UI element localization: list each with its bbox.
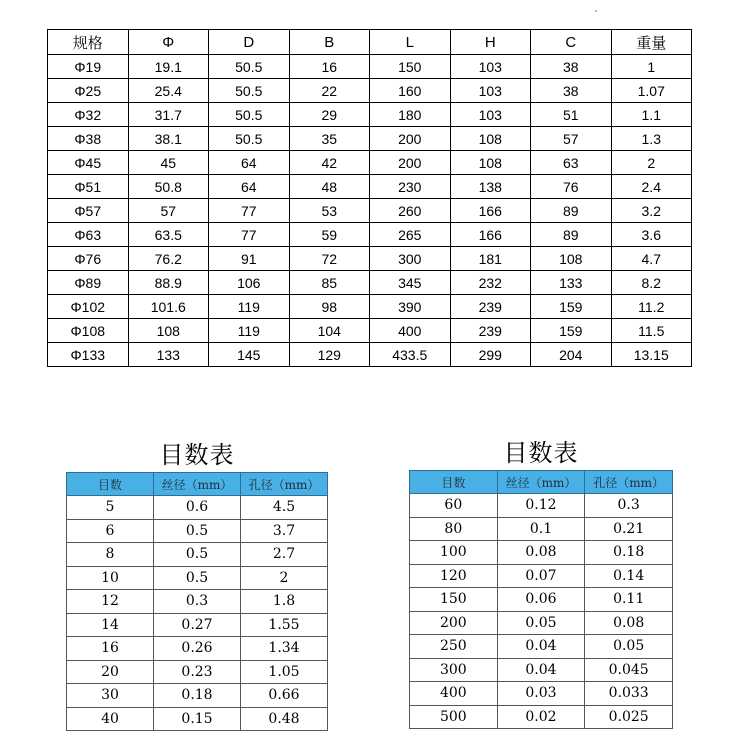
table-cell: 180 bbox=[370, 103, 451, 127]
table-cell: 12 bbox=[67, 590, 154, 614]
table-row bbox=[67, 613, 328, 637]
table-row bbox=[410, 541, 673, 565]
table-cell: 0.6 bbox=[154, 496, 241, 520]
table-cell: 500 bbox=[410, 705, 498, 729]
table-cell: 239 bbox=[450, 319, 531, 343]
table-cell: 1.55 bbox=[241, 613, 328, 637]
speck bbox=[595, 10, 597, 12]
table-cell: 1.07 bbox=[611, 79, 692, 103]
table-cell: 0.025 bbox=[585, 705, 673, 729]
table-row bbox=[48, 271, 692, 295]
table-cell: 2 bbox=[611, 151, 692, 175]
table-cell: 103 bbox=[450, 79, 531, 103]
table-cell: 0.21 bbox=[585, 517, 673, 541]
table-cell: 159 bbox=[531, 295, 612, 319]
table-cell: 0.12 bbox=[497, 494, 585, 518]
column-header: B bbox=[289, 30, 370, 55]
column-header: L bbox=[370, 30, 451, 55]
table-cell: Φ57 bbox=[48, 199, 129, 223]
table-row bbox=[48, 247, 692, 271]
table-cell: 77 bbox=[209, 223, 290, 247]
column-header: 孔径（mm） bbox=[585, 471, 673, 494]
table-cell: 1.05 bbox=[241, 660, 328, 684]
table-cell: 0.3 bbox=[585, 494, 673, 518]
table-cell: 0.66 bbox=[241, 684, 328, 708]
column-header: 规格 bbox=[48, 30, 129, 55]
table-cell: 204 bbox=[531, 343, 612, 367]
table-cell: 0.23 bbox=[154, 660, 241, 684]
table-cell: Φ76 bbox=[48, 247, 129, 271]
table-cell: 260 bbox=[370, 199, 451, 223]
table-cell: 38 bbox=[531, 55, 612, 79]
table-cell: 63 bbox=[531, 151, 612, 175]
table-cell: Φ102 bbox=[48, 295, 129, 319]
table-row bbox=[48, 55, 692, 79]
spec-header-row bbox=[48, 30, 692, 55]
table-cell: 59 bbox=[289, 223, 370, 247]
table-cell: 3.2 bbox=[611, 199, 692, 223]
column-header: 丝径（mm） bbox=[497, 471, 585, 494]
table-cell: 16 bbox=[67, 637, 154, 661]
table-cell: 119 bbox=[209, 319, 290, 343]
table-row bbox=[410, 635, 673, 659]
mesh-header-row-right bbox=[410, 471, 673, 494]
table-cell: 108 bbox=[450, 127, 531, 151]
column-header: 目数 bbox=[410, 471, 498, 494]
table-cell: 0.08 bbox=[497, 541, 585, 565]
table-cell: 0.04 bbox=[497, 635, 585, 659]
table-row bbox=[410, 588, 673, 612]
table-cell: 57 bbox=[531, 127, 612, 151]
table-cell: 80 bbox=[410, 517, 498, 541]
table-cell: 0.14 bbox=[585, 564, 673, 588]
table-row bbox=[67, 637, 328, 661]
table-row bbox=[410, 611, 673, 635]
table-cell: 103 bbox=[450, 103, 531, 127]
table-cell: 11.5 bbox=[611, 319, 692, 343]
table-cell: 103 bbox=[450, 55, 531, 79]
table-cell: 166 bbox=[450, 199, 531, 223]
table-cell: 77 bbox=[209, 199, 290, 223]
table-cell: 29 bbox=[289, 103, 370, 127]
table-cell: 0.05 bbox=[585, 635, 673, 659]
table-cell: 0.5 bbox=[154, 543, 241, 567]
table-cell: 145 bbox=[209, 343, 290, 367]
table-row bbox=[48, 103, 692, 127]
column-header: H bbox=[450, 30, 531, 55]
table-cell: 129 bbox=[289, 343, 370, 367]
table-cell: Φ25 bbox=[48, 79, 129, 103]
table-cell: Φ45 bbox=[48, 151, 129, 175]
table-cell: 10 bbox=[67, 566, 154, 590]
table-cell: 0.5 bbox=[154, 519, 241, 543]
table-cell: 4.5 bbox=[241, 496, 328, 520]
table-row bbox=[67, 684, 328, 708]
table-row bbox=[410, 564, 673, 588]
table-cell: 108 bbox=[450, 151, 531, 175]
table-cell: 4.7 bbox=[611, 247, 692, 271]
table-cell: 300 bbox=[410, 658, 498, 682]
table-cell: Φ133 bbox=[48, 343, 129, 367]
mesh-grid-left bbox=[66, 472, 328, 731]
table-cell: 1 bbox=[611, 55, 692, 79]
mesh-header-row-left bbox=[67, 473, 328, 496]
table-cell: 0.3 bbox=[154, 590, 241, 614]
table-cell: 0.18 bbox=[585, 541, 673, 565]
mesh-table-right bbox=[409, 436, 673, 729]
table-cell: 35 bbox=[289, 127, 370, 151]
table-cell: 106 bbox=[209, 271, 290, 295]
table-cell: 0.06 bbox=[497, 588, 585, 612]
table-cell: Φ89 bbox=[48, 271, 129, 295]
table-cell: 0.15 bbox=[154, 707, 241, 731]
table-cell: 108 bbox=[128, 319, 209, 343]
table-cell: 239 bbox=[450, 295, 531, 319]
table-cell: Φ32 bbox=[48, 103, 129, 127]
table-cell: 232 bbox=[450, 271, 531, 295]
table-cell: 1.1 bbox=[611, 103, 692, 127]
table-cell: 119 bbox=[209, 295, 290, 319]
spec-body bbox=[48, 55, 692, 367]
table-cell: 64 bbox=[209, 151, 290, 175]
table-cell: Φ19 bbox=[48, 55, 129, 79]
table-cell: 133 bbox=[128, 343, 209, 367]
table-cell: 64 bbox=[209, 175, 290, 199]
table-cell: 89 bbox=[531, 223, 612, 247]
column-header: 目数 bbox=[67, 473, 154, 496]
table-row bbox=[410, 658, 673, 682]
mesh-title-left: 目数表 bbox=[159, 441, 235, 469]
table-cell: 0.07 bbox=[497, 564, 585, 588]
table-cell: 57 bbox=[128, 199, 209, 223]
table-cell: 1.3 bbox=[611, 127, 692, 151]
table-cell: 53 bbox=[289, 199, 370, 223]
table-cell: 265 bbox=[370, 223, 451, 247]
table-cell: 14 bbox=[67, 613, 154, 637]
column-header: 孔径（mm） bbox=[241, 473, 328, 496]
table-cell: 101.6 bbox=[128, 295, 209, 319]
table-cell: 5 bbox=[67, 496, 154, 520]
table-cell: Φ38 bbox=[48, 127, 129, 151]
table-cell: 31.7 bbox=[128, 103, 209, 127]
table-cell: 25.4 bbox=[128, 79, 209, 103]
table-cell: 400 bbox=[410, 682, 498, 706]
table-cell: 38.1 bbox=[128, 127, 209, 151]
table-cell: 2.4 bbox=[611, 175, 692, 199]
table-cell: 166 bbox=[450, 223, 531, 247]
table-cell: 88.9 bbox=[128, 271, 209, 295]
table-cell: 250 bbox=[410, 635, 498, 659]
table-row bbox=[48, 199, 692, 223]
table-row bbox=[67, 519, 328, 543]
table-cell: 42 bbox=[289, 151, 370, 175]
table-row bbox=[67, 566, 328, 590]
table-row bbox=[48, 175, 692, 199]
table-cell: 0.5 bbox=[154, 566, 241, 590]
table-row bbox=[67, 543, 328, 567]
table-cell: 200 bbox=[410, 611, 498, 635]
mesh-body-right bbox=[410, 494, 673, 729]
table-cell: 50.8 bbox=[128, 175, 209, 199]
table-row bbox=[48, 79, 692, 103]
table-cell: 50.5 bbox=[209, 79, 290, 103]
spec-table bbox=[47, 29, 692, 367]
table-cell: 3.7 bbox=[241, 519, 328, 543]
column-header: Φ bbox=[128, 30, 209, 55]
table-cell: 160 bbox=[370, 79, 451, 103]
table-row bbox=[67, 707, 328, 731]
table-cell: 400 bbox=[370, 319, 451, 343]
table-cell: 13.15 bbox=[611, 343, 692, 367]
table-cell: 299 bbox=[450, 343, 531, 367]
table-cell: 63.5 bbox=[128, 223, 209, 247]
table-cell: 22 bbox=[289, 79, 370, 103]
table-cell: 433.5 bbox=[370, 343, 451, 367]
table-cell: 0.05 bbox=[497, 611, 585, 635]
table-cell: 300 bbox=[370, 247, 451, 271]
table-row bbox=[48, 295, 692, 319]
table-cell: 0.04 bbox=[497, 658, 585, 682]
table-cell: 0.033 bbox=[585, 682, 673, 706]
table-cell: 0.48 bbox=[241, 707, 328, 731]
table-cell: 0.03 bbox=[497, 682, 585, 706]
table-cell: 91 bbox=[209, 247, 290, 271]
table-cell: 76 bbox=[531, 175, 612, 199]
column-header: C bbox=[531, 30, 612, 55]
table-cell: 11.2 bbox=[611, 295, 692, 319]
table-cell: 48 bbox=[289, 175, 370, 199]
table-cell: 20 bbox=[67, 660, 154, 684]
table-cell: 19.1 bbox=[128, 55, 209, 79]
table-row bbox=[67, 590, 328, 614]
table-row bbox=[48, 127, 692, 151]
table-cell: 230 bbox=[370, 175, 451, 199]
table-cell: 38 bbox=[531, 79, 612, 103]
table-cell: 89 bbox=[531, 199, 612, 223]
table-cell: 0.18 bbox=[154, 684, 241, 708]
table-cell: 2.7 bbox=[241, 543, 328, 567]
table-row bbox=[410, 517, 673, 541]
table-cell: 6 bbox=[67, 519, 154, 543]
table-cell: 150 bbox=[410, 588, 498, 612]
table-row bbox=[48, 343, 692, 367]
table-cell: Φ108 bbox=[48, 319, 129, 343]
table-cell: 50.5 bbox=[209, 55, 290, 79]
table-cell: 200 bbox=[370, 151, 451, 175]
table-cell: 40 bbox=[67, 707, 154, 731]
table-cell: Φ63 bbox=[48, 223, 129, 247]
table-cell: 138 bbox=[450, 175, 531, 199]
table-cell: 3.6 bbox=[611, 223, 692, 247]
table-cell: 133 bbox=[531, 271, 612, 295]
table-row bbox=[48, 151, 692, 175]
table-cell: 85 bbox=[289, 271, 370, 295]
table-cell: 72 bbox=[289, 247, 370, 271]
table-cell: 1.8 bbox=[241, 590, 328, 614]
table-row bbox=[67, 496, 328, 520]
table-cell: 390 bbox=[370, 295, 451, 319]
mesh-grid-right bbox=[409, 470, 673, 729]
column-header: D bbox=[209, 30, 290, 55]
table-cell: 120 bbox=[410, 564, 498, 588]
table-cell: 8.2 bbox=[611, 271, 692, 295]
table-cell: 98 bbox=[289, 295, 370, 319]
table-cell: 0.02 bbox=[497, 705, 585, 729]
table-cell: 50.5 bbox=[209, 103, 290, 127]
table-cell: 0.27 bbox=[154, 613, 241, 637]
table-cell: 100 bbox=[410, 541, 498, 565]
table-cell: 50.5 bbox=[209, 127, 290, 151]
table-cell: 345 bbox=[370, 271, 451, 295]
table-cell: 159 bbox=[531, 319, 612, 343]
column-header: 丝径（mm） bbox=[154, 473, 241, 496]
mesh-title-right: 目数表 bbox=[503, 439, 579, 467]
table-cell: 0.08 bbox=[585, 611, 673, 635]
mesh-table-left bbox=[66, 438, 328, 731]
column-header: 重量 bbox=[611, 30, 692, 55]
table-cell: 108 bbox=[531, 247, 612, 271]
table-cell: 0.26 bbox=[154, 637, 241, 661]
table-cell: 0.1 bbox=[497, 517, 585, 541]
table-cell: Φ51 bbox=[48, 175, 129, 199]
table-cell: 16 bbox=[289, 55, 370, 79]
table-cell: 45 bbox=[128, 151, 209, 175]
table-cell: 51 bbox=[531, 103, 612, 127]
table-row bbox=[410, 705, 673, 729]
table-row bbox=[48, 319, 692, 343]
table-cell: 200 bbox=[370, 127, 451, 151]
table-cell: 0.045 bbox=[585, 658, 673, 682]
mesh-body-left bbox=[67, 496, 328, 731]
table-cell: 1.34 bbox=[241, 637, 328, 661]
table-cell: 0.11 bbox=[585, 588, 673, 612]
table-cell: 181 bbox=[450, 247, 531, 271]
table-cell: 30 bbox=[67, 684, 154, 708]
table-cell: 76.2 bbox=[128, 247, 209, 271]
table-row bbox=[410, 494, 673, 518]
table-cell: 104 bbox=[289, 319, 370, 343]
table-row bbox=[48, 223, 692, 247]
table-row bbox=[410, 682, 673, 706]
table-cell: 8 bbox=[67, 543, 154, 567]
table-cell: 2 bbox=[241, 566, 328, 590]
table-row bbox=[67, 660, 328, 684]
table-cell: 60 bbox=[410, 494, 498, 518]
table-cell: 150 bbox=[370, 55, 451, 79]
